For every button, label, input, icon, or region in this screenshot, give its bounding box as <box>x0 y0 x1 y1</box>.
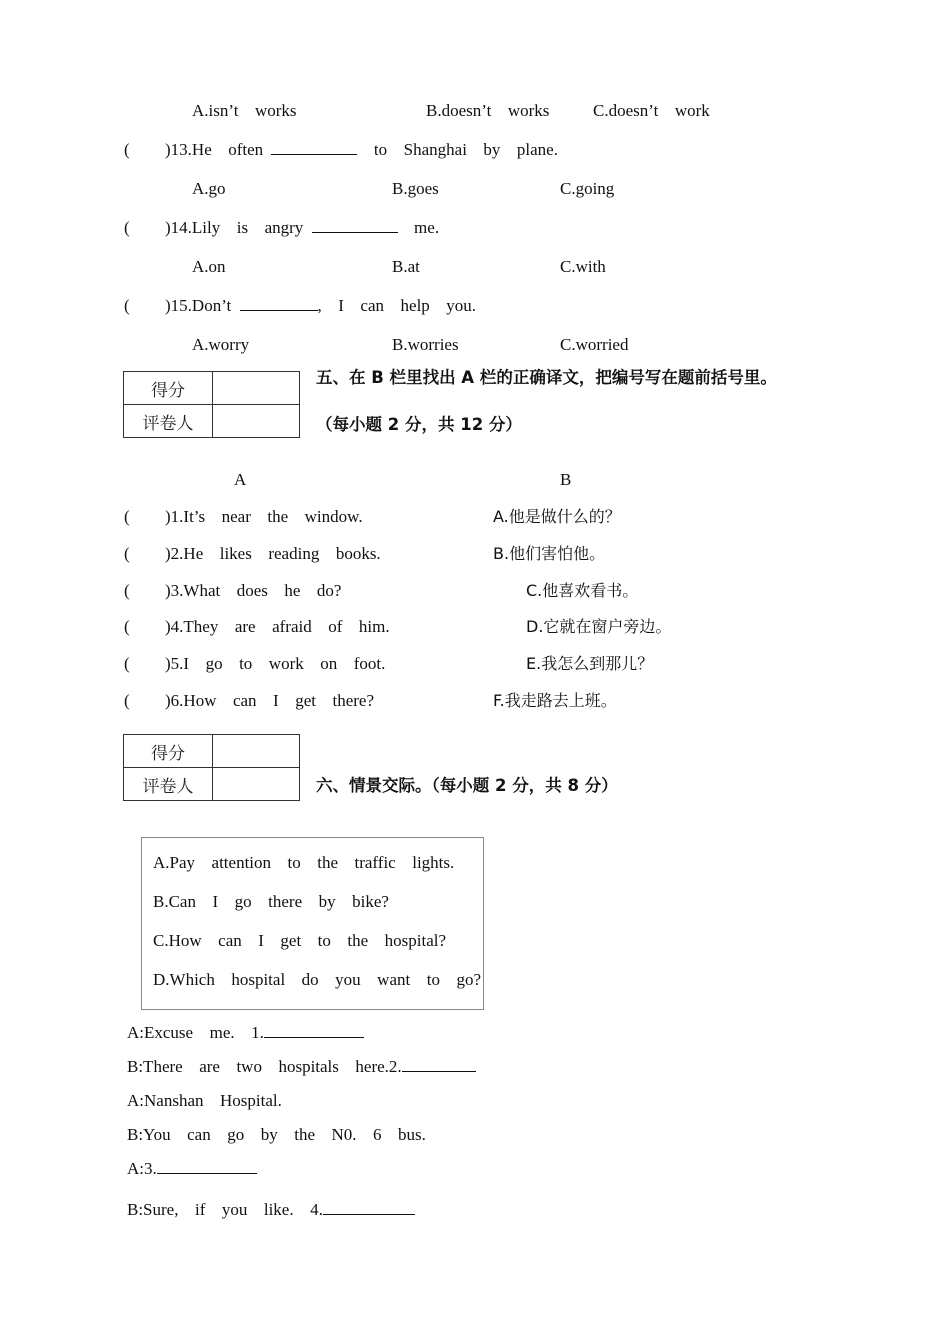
match-paren: ( <box>124 507 130 526</box>
q12-option-b: B.doesn’t works <box>426 101 550 120</box>
column-a-header: A <box>234 470 247 489</box>
match-item-b2: B.他们害怕他。 <box>493 544 606 563</box>
score-table-section5 <box>123 371 300 438</box>
q13-paren: ( <box>124 140 130 159</box>
q15-option-a: A.worry <box>192 335 250 354</box>
dialogue-option-c: C.How can I get to the hospital? <box>153 931 447 950</box>
dialogue-line-4: B:You can go by the N0. 6 bus. <box>127 1125 426 1144</box>
match-paren: ( <box>124 691 130 710</box>
match-item-a2: )2.He likes reading books. <box>165 544 381 563</box>
q15-blank[interactable] <box>240 296 318 311</box>
q13-option-b: B.goes <box>392 179 439 198</box>
q14-option-c: C.with <box>560 257 606 276</box>
grader-cell[interactable] <box>213 405 300 438</box>
q14-question: )14.Lily is angry me. <box>165 218 440 237</box>
match-paren: ( <box>124 617 130 636</box>
q13-blank[interactable] <box>271 140 357 155</box>
match-item-b1: A.他是做什么的？ <box>493 507 621 526</box>
match-item-b6: F.我走路去上班。 <box>493 691 617 710</box>
match-item-b3: C.他喜欢看书。 <box>526 581 639 600</box>
dialogue-line-5: A:3. <box>127 1159 257 1179</box>
section5-points: （每小题 2 分，共 12 分） <box>316 415 522 434</box>
q14-option-b: B.at <box>392 257 420 276</box>
dialogue-blank-1[interactable] <box>264 1023 364 1038</box>
dialogue-blank-2[interactable] <box>402 1057 476 1072</box>
q14-blank[interactable] <box>312 218 398 233</box>
score-label: 得分 <box>124 735 213 768</box>
q13-question: )13.He often to Shanghai by plane. <box>165 140 558 159</box>
score-label: 得分 <box>124 372 213 405</box>
match-item-b4: D.它就在窗户旁边。 <box>526 617 672 636</box>
match-paren: ( <box>124 581 130 600</box>
section6-title: 六、情景交际。（每小题 2 分，共 8 分） <box>316 776 618 795</box>
dialogue-line-6: B:Sure, if you like. 4. <box>127 1200 415 1220</box>
q15-question: )15.Don’t , I can help you. <box>165 296 477 315</box>
q12-option-a: A.isn’t works <box>192 101 297 120</box>
dialogue-line-3: A:Nanshan Hospital. <box>127 1091 282 1110</box>
dialogue-blank-3[interactable] <box>157 1159 257 1174</box>
q12-option-c: C.doesn’t work <box>593 101 710 120</box>
dialogue-option-b: B.Can I go there by bike? <box>153 892 389 911</box>
match-item-a5: )5.I go to work on foot. <box>165 654 386 673</box>
match-paren: ( <box>124 544 130 563</box>
score-cell[interactable] <box>213 735 300 768</box>
q14-paren: ( <box>124 218 130 237</box>
q15-option-c: C.worried <box>560 335 629 354</box>
q15-option-b: B.worries <box>392 335 459 354</box>
score-table-section6 <box>123 734 300 801</box>
dialogue-option-a: A.Pay attention to the traffic lights. <box>153 853 455 872</box>
dialogue-line-2: B:There are two hospitals here.2. <box>127 1057 476 1077</box>
dialogue-line-1: A:Excuse me. 1. <box>127 1023 364 1043</box>
match-item-a6: )6.How can I get there? <box>165 691 375 710</box>
match-paren: ( <box>124 654 130 673</box>
score-cell[interactable] <box>213 372 300 405</box>
match-item-b5: E.我怎么到那儿？ <box>526 654 654 673</box>
dialogue-option-d: D.Which hospital do you want to go? <box>153 970 481 989</box>
column-b-header: B <box>560 470 572 489</box>
grader-label: 评卷人 <box>124 405 213 438</box>
q13-option-c: C.going <box>560 179 615 198</box>
q14-option-a: A.on <box>192 257 226 276</box>
grader-cell[interactable] <box>213 768 300 801</box>
grader-label: 评卷人 <box>124 768 213 801</box>
section5-title: 五、在 B 栏里找出 A 栏的正确译文，把编号写在题前括号里。 <box>316 368 777 387</box>
match-item-a4: )4.They are afraid of him. <box>165 617 390 636</box>
dialogue-blank-4[interactable] <box>323 1200 415 1215</box>
q15-paren: ( <box>124 296 130 315</box>
match-item-a3: )3.What does he do? <box>165 581 342 600</box>
q13-option-a: A.go <box>192 179 226 198</box>
match-item-a1: )1.It’s near the window. <box>165 507 363 526</box>
